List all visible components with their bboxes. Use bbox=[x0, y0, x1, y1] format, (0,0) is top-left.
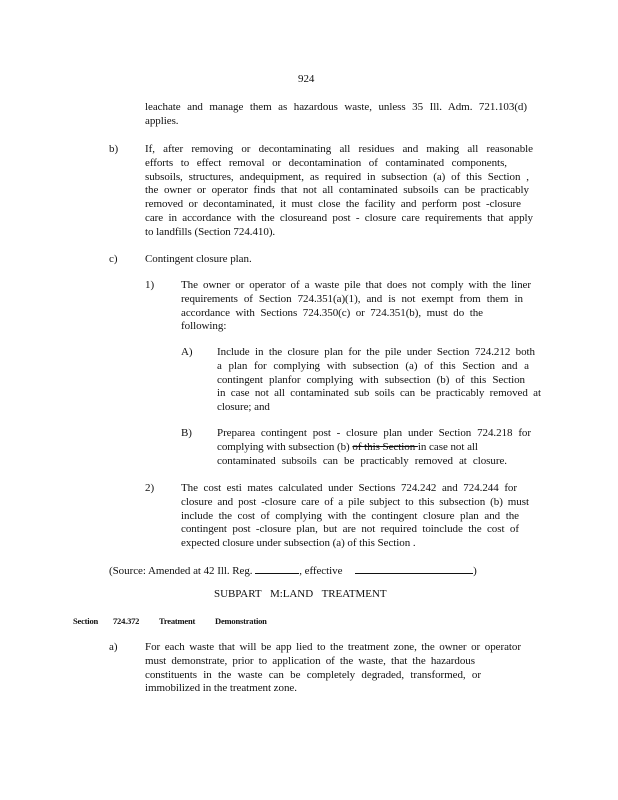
cB-line: Preparea contingent post - closure plan under Section 724.218 for bbox=[217, 427, 531, 439]
cA-line: a plan for complying with subsection (a) of this Section and a bbox=[217, 359, 529, 372]
cB-line2-before: complying with subsection (b) bbox=[217, 440, 353, 453]
cB-line2-after: in case not all bbox=[417, 440, 478, 453]
c1-line: accordance with Sections 724.350(c) or 724.351(b), must do the bbox=[181, 306, 483, 319]
section-title-1: Treatment bbox=[159, 616, 196, 626]
label-c: c) bbox=[109, 253, 118, 265]
b-line: to landfills (Section 724.410). bbox=[145, 225, 276, 238]
b-line: subsoils, structures, andequipment, as required in subsection (a) of this Section , bbox=[145, 170, 529, 183]
subpart-heading: SUBPART M:LAND TREATMENT bbox=[214, 588, 387, 600]
paragraph-b bbox=[145, 143, 533, 240]
source-mid: , effective bbox=[299, 565, 343, 577]
source-prefix: (Source: Amended at 42 Ill. Reg. bbox=[109, 565, 253, 577]
label-cB: B) bbox=[181, 427, 192, 439]
paragraph-cB bbox=[217, 427, 533, 468]
b-line: removed or decontaminated, it must close the facility and perform post -closure bbox=[145, 198, 521, 211]
section-title-2: Demonstration bbox=[215, 616, 267, 626]
cB-struck-text: of this Section bbox=[352, 440, 418, 453]
c1-line: requirements of Section 724.351(a)(1), and is not exempt from them in bbox=[181, 292, 523, 305]
c-heading: Contingent closure plan. bbox=[145, 253, 252, 265]
register-volume-blank bbox=[255, 563, 299, 574]
label-cA: A) bbox=[181, 346, 193, 358]
a-line: must demonstrate, prior to application of the waste, that the hazardous bbox=[145, 654, 475, 667]
c2-line: closure and post -closure care of a pile subject to this subsection (b) must bbox=[181, 495, 529, 508]
section-word: Section bbox=[73, 616, 99, 626]
c2-line: contingent post -closure plan, but are not required toinclude the cost of bbox=[181, 523, 519, 536]
paragraph-a bbox=[145, 641, 525, 696]
b-line: efforts to effect removal or decontamination of contaminated components, bbox=[145, 156, 507, 169]
page-number: 924 bbox=[298, 73, 315, 85]
source-note bbox=[109, 563, 477, 579]
c2-line: expected closure under subsection (a) of this Section . bbox=[181, 537, 416, 550]
label-b: b) bbox=[109, 143, 119, 155]
paragraph-c1 bbox=[181, 279, 531, 334]
b-line: If, after removing or decontaminating all residues and making all reasonable bbox=[145, 143, 533, 155]
a-line: constituents in the waste can be completely degraded, transformed, or bbox=[145, 668, 481, 681]
label-a: a) bbox=[109, 641, 118, 653]
cB-line bbox=[217, 441, 533, 455]
section-number: 724.372 bbox=[113, 616, 140, 626]
a-line: immobilized in the treatment zone. bbox=[145, 682, 297, 695]
cA-line: in case not all contaminated sub soils can be practicably removed at bbox=[217, 387, 541, 400]
cA-line: Include in the closure plan for the pile under Section 724.212 both bbox=[217, 346, 535, 358]
label-c1: 1) bbox=[145, 279, 155, 291]
c2-line: include the cost of complying with the contingent closure plan and the bbox=[181, 509, 519, 522]
intro-line-1: leachate and manage them as hazardous waste, unless 35 Ill. Adm. 721.103(d) bbox=[145, 101, 527, 113]
c2-line: The cost esti mates calculated under Sections 724.242 and 724.244 for bbox=[181, 482, 517, 494]
source-suffix: ) bbox=[473, 565, 477, 577]
paragraph-c2 bbox=[181, 482, 529, 551]
b-line: the owner or operator finds that not all contaminated subsoils can be practicably bbox=[145, 184, 529, 197]
intro-line-2: applies. bbox=[145, 115, 179, 127]
c1-line: The owner or operator of a waste pile that does not comply with the liner bbox=[181, 279, 531, 291]
cA-line: closure; and bbox=[217, 401, 270, 414]
paragraph-cA bbox=[217, 346, 541, 415]
effective-date-blank bbox=[355, 563, 473, 574]
c1-line: following: bbox=[181, 320, 227, 333]
b-line: care in accordance with the closureand post - closure care requirements that apply bbox=[145, 211, 533, 224]
a-line: For each waste that will be app lied to the treatment zone, the owner or operator bbox=[145, 641, 521, 653]
label-c2: 2) bbox=[145, 482, 155, 494]
cA-line: contingent planfor complying with subsection (b) of this Section bbox=[217, 373, 525, 386]
cB-line: contaminated subsoils can be practicably removed at closure. bbox=[217, 454, 507, 467]
